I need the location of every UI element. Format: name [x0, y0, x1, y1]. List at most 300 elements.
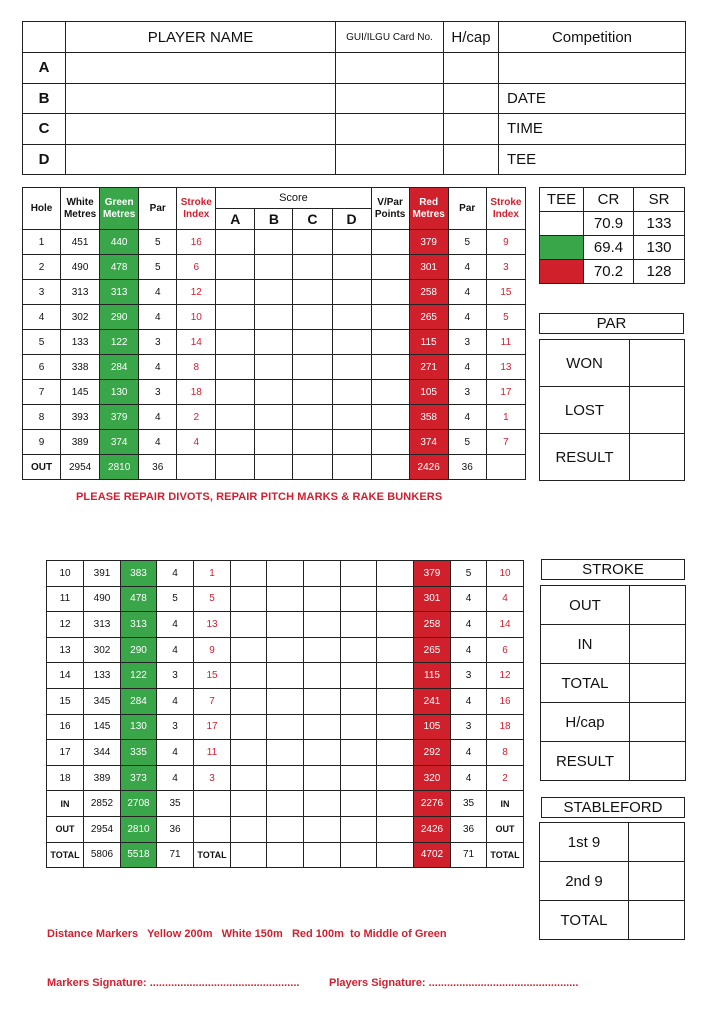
par-value: 3 [139, 330, 177, 355]
score-total-cell[interactable] [377, 816, 414, 842]
score-cell[interactable] [332, 305, 371, 330]
score-cell[interactable] [377, 688, 414, 714]
score-cell[interactable] [255, 355, 293, 380]
score-cell[interactable] [371, 355, 409, 380]
score-cell[interactable] [216, 330, 255, 355]
summary-label: 1st 9 [540, 823, 629, 862]
white-metres: 313 [84, 612, 121, 638]
red-stroke-index: 5 [486, 305, 525, 330]
score-cell[interactable] [371, 230, 409, 255]
player-table [22, 21, 686, 175]
score-cell[interactable] [341, 714, 377, 740]
course-rating: 70.9 [584, 212, 634, 236]
card-field[interactable] [336, 114, 444, 145]
summary-label: LOST [540, 387, 630, 434]
player-row-label: A [23, 53, 66, 84]
score-cell[interactable] [216, 305, 255, 330]
players-signature[interactable]: Players Signature: ................................................. [329, 977, 579, 989]
sr-header: SR [634, 188, 685, 212]
hole-number: 17 [47, 740, 84, 766]
red-stroke-index: 8 [487, 740, 524, 766]
hole-row [47, 740, 524, 766]
summary-value-field[interactable] [629, 862, 685, 901]
score-cell[interactable] [216, 280, 255, 305]
summary-row [541, 586, 686, 625]
score-cell[interactable] [377, 765, 414, 791]
score-cell[interactable] [341, 561, 377, 587]
score-cell[interactable] [216, 380, 255, 405]
green-metres: 284 [121, 688, 157, 714]
hcap-field[interactable] [444, 83, 499, 114]
score-cell[interactable] [293, 430, 332, 455]
score-cell[interactable] [267, 663, 304, 689]
stroke-index-header: Stroke Index [177, 188, 216, 230]
score-cell[interactable] [332, 280, 371, 305]
card-field[interactable] [336, 83, 444, 114]
total-label-2 [194, 816, 231, 842]
white-total: 2954 [84, 816, 121, 842]
score-cell[interactable] [255, 430, 293, 455]
score-cell[interactable] [231, 740, 267, 766]
time-field[interactable]: TIME [499, 114, 686, 145]
hole-row [47, 637, 524, 663]
score-cell[interactable] [255, 380, 293, 405]
score-cell[interactable] [341, 612, 377, 638]
tee-color-swatch [540, 236, 584, 260]
stroke-index: 10 [177, 305, 216, 330]
red-par-total: 35 [451, 791, 487, 817]
score-cell[interactable] [255, 405, 293, 430]
green-metres: 313 [121, 612, 157, 638]
red-par-total: 71 [451, 842, 487, 868]
score-cell[interactable] [255, 280, 293, 305]
score-cell[interactable] [267, 688, 304, 714]
hole-row [23, 330, 526, 355]
summary-label: WON [540, 340, 630, 387]
hcap-field[interactable] [444, 53, 499, 84]
total-label-3: OUT [487, 816, 524, 842]
score-cell[interactable] [231, 714, 267, 740]
hole-row [23, 280, 526, 305]
player-name-field[interactable] [66, 53, 336, 84]
red-par-value: 4 [451, 637, 487, 663]
summary-row [540, 387, 685, 434]
par-value: 4 [157, 561, 194, 587]
hole-row [47, 688, 524, 714]
score-total-cell[interactable] [304, 842, 341, 868]
player-name-field[interactable] [66, 114, 336, 145]
score-cell[interactable] [304, 586, 341, 612]
score-header: Score [216, 188, 371, 209]
green-metres: 290 [100, 305, 139, 330]
card-field[interactable] [336, 53, 444, 84]
hole-row [47, 765, 524, 791]
summary-label: H/cap [541, 703, 630, 742]
summary-value-field[interactable] [630, 387, 685, 434]
par-total: 36 [157, 816, 194, 842]
score-cell[interactable] [293, 255, 332, 280]
par-value: 4 [157, 612, 194, 638]
hole-row [23, 405, 526, 430]
total-label-2: TOTAL [194, 842, 231, 868]
white-metres: 344 [84, 740, 121, 766]
score-cell[interactable] [216, 405, 255, 430]
total-label-2 [194, 791, 231, 817]
score-total-cell[interactable] [267, 816, 304, 842]
white-metres: 338 [61, 355, 100, 380]
par-total: 71 [157, 842, 194, 868]
par-value: 5 [139, 230, 177, 255]
score-cell[interactable] [255, 230, 293, 255]
score-cell[interactable] [371, 405, 409, 430]
back-nine-table [46, 560, 524, 868]
hole-number: 13 [47, 637, 84, 663]
score-cell[interactable] [341, 586, 377, 612]
tee-color-swatch [540, 260, 584, 284]
score-total-cell[interactable] [341, 842, 377, 868]
white-metres: 145 [61, 380, 100, 405]
score-cell[interactable] [332, 380, 371, 405]
score-total-cell[interactable] [377, 842, 414, 868]
score-cell[interactable] [371, 280, 409, 305]
summary-label: IN [541, 625, 630, 664]
score-cell[interactable] [231, 612, 267, 638]
score-cell[interactable] [341, 740, 377, 766]
red-metres: 301 [414, 586, 451, 612]
par-value: 5 [139, 255, 177, 280]
red-stroke-index: 15 [486, 280, 525, 305]
hole-number: 5 [23, 330, 61, 355]
score-cell[interactable] [267, 765, 304, 791]
score-cell[interactable] [216, 255, 255, 280]
green-metres: 313 [100, 280, 139, 305]
hole-row [23, 230, 526, 255]
score-cell[interactable] [216, 430, 255, 455]
score-cell[interactable] [231, 637, 267, 663]
score-col-d: D [332, 209, 371, 230]
score-total-cell[interactable] [293, 455, 332, 480]
score-total-cell[interactable] [267, 791, 304, 817]
red-total: 2426 [409, 455, 448, 480]
hole-number: 15 [47, 688, 84, 714]
red-par-value: 4 [448, 405, 486, 430]
score-cell[interactable] [371, 330, 409, 355]
score-total-cell[interactable] [332, 455, 371, 480]
score-cell[interactable] [293, 330, 332, 355]
total-label-3: IN [487, 791, 524, 817]
score-cell[interactable] [267, 612, 304, 638]
score-cell[interactable] [293, 405, 332, 430]
green-total: 2810 [100, 455, 139, 480]
summary-value-field[interactable] [630, 586, 686, 625]
red-par-value: 4 [448, 355, 486, 380]
hole-number: 18 [47, 765, 84, 791]
summary-row [540, 340, 685, 387]
score-total-cell[interactable] [304, 816, 341, 842]
card-field[interactable] [336, 144, 444, 175]
score-cell[interactable] [304, 637, 341, 663]
red-metres: 115 [409, 330, 448, 355]
stroke-index: 8 [177, 355, 216, 380]
score-cell[interactable] [216, 230, 255, 255]
score-cell[interactable] [332, 255, 371, 280]
red-metres: 105 [409, 380, 448, 405]
hole-row [47, 663, 524, 689]
player-row-label: D [23, 144, 66, 175]
red-metres: 292 [414, 740, 451, 766]
score-cell[interactable] [304, 740, 341, 766]
par-total: 35 [157, 791, 194, 817]
score-col-a: A [216, 209, 255, 230]
score-cell[interactable] [371, 255, 409, 280]
player-row-label: C [23, 114, 66, 145]
score-cell[interactable] [341, 688, 377, 714]
score-cell[interactable] [377, 612, 414, 638]
score-cell[interactable] [255, 255, 293, 280]
tee-row [540, 212, 685, 236]
white-total: 2852 [84, 791, 121, 817]
hole-header: Hole [23, 188, 61, 230]
summary-row [540, 823, 685, 862]
score-cell[interactable] [377, 714, 414, 740]
score-cell[interactable] [293, 305, 332, 330]
player-name-header: PLAYER NAME [66, 22, 336, 53]
red-par-value: 3 [448, 330, 486, 355]
summary-value-field[interactable] [630, 703, 686, 742]
white-metres: 490 [61, 255, 100, 280]
score-cell[interactable] [332, 405, 371, 430]
slope-rating: 128 [634, 260, 685, 284]
red-stroke-index: 14 [487, 612, 524, 638]
score-cell[interactable] [293, 230, 332, 255]
white-metres: 133 [61, 330, 100, 355]
red-stroke-index: 13 [486, 355, 525, 380]
red-metres: 265 [414, 637, 451, 663]
score-cell[interactable] [332, 355, 371, 380]
score-cell[interactable] [332, 430, 371, 455]
green-metres: 130 [121, 714, 157, 740]
date-field[interactable]: DATE [499, 83, 686, 114]
red-stroke-index: 12 [487, 663, 524, 689]
score-cell[interactable] [377, 663, 414, 689]
red-metres: 258 [414, 612, 451, 638]
hole-number: 14 [47, 663, 84, 689]
white-metres: 389 [61, 430, 100, 455]
course-rating: 69.4 [584, 236, 634, 260]
score-cell[interactable] [255, 305, 293, 330]
score-total-cell[interactable] [177, 455, 216, 480]
out-total-row [23, 455, 526, 480]
par-value: 4 [139, 305, 177, 330]
score-cell[interactable] [377, 740, 414, 766]
green-metres-header: Green Metres [100, 188, 139, 230]
score-total-cell[interactable] [371, 455, 409, 480]
summary-value-field[interactable] [630, 664, 686, 703]
score-cell[interactable] [304, 663, 341, 689]
par-value: 4 [139, 280, 177, 305]
score-cell[interactable] [216, 355, 255, 380]
score-col-c: C [293, 209, 332, 230]
red-metres-header: Red Metres [409, 188, 448, 230]
stroke-index: 7 [194, 688, 231, 714]
red-par-value: 4 [448, 255, 486, 280]
score-cell[interactable] [341, 637, 377, 663]
red-par-value: 3 [448, 380, 486, 405]
red-par-value: 4 [448, 280, 486, 305]
player-name-field[interactable] [66, 144, 336, 175]
red-par-total: 36 [451, 816, 487, 842]
red-metres: 320 [414, 765, 451, 791]
score-cell[interactable] [231, 765, 267, 791]
score-cell[interactable] [371, 430, 409, 455]
score-total-cell[interactable] [216, 455, 255, 480]
stroke-table [540, 585, 686, 781]
stroke-index: 2 [177, 405, 216, 430]
stroke-index: 14 [177, 330, 216, 355]
red-par-value: 3 [451, 663, 487, 689]
score-cell[interactable] [267, 561, 304, 587]
tee-header: TEE [540, 188, 584, 212]
summary-value-field[interactable] [629, 823, 685, 862]
stroke-index: 4 [177, 430, 216, 455]
hole-row [23, 305, 526, 330]
score-total-cell[interactable] [231, 816, 267, 842]
score-cell[interactable] [304, 714, 341, 740]
stroke-index: 9 [194, 637, 231, 663]
green-metres: 478 [121, 586, 157, 612]
score-cell[interactable] [341, 765, 377, 791]
summary-value-field[interactable] [629, 901, 685, 940]
score-cell[interactable] [267, 586, 304, 612]
summary-label: TOTAL [541, 664, 630, 703]
score-cell[interactable] [332, 230, 371, 255]
repair-notice: PLEASE REPAIR DIVOTS, REPAIR PITCH MARKS & RAKE BUNKERS [76, 491, 443, 503]
score-total-cell[interactable] [231, 842, 267, 868]
score-cell[interactable] [371, 380, 409, 405]
summary-row [541, 664, 686, 703]
summary-value-field[interactable] [630, 434, 685, 481]
vpar-header: V/Par Points [371, 188, 409, 230]
score-total-cell[interactable] [304, 791, 341, 817]
score-cell[interactable] [341, 663, 377, 689]
score-total-cell[interactable] [267, 842, 304, 868]
hole-number: 2 [23, 255, 61, 280]
score-cell[interactable] [377, 637, 414, 663]
score-cell[interactable] [304, 561, 341, 587]
red-par-value: 5 [448, 230, 486, 255]
tee-row [540, 260, 685, 284]
white-total: 2954 [61, 455, 100, 480]
stroke-index: 16 [177, 230, 216, 255]
red-metres: 301 [409, 255, 448, 280]
white-metres: 393 [61, 405, 100, 430]
hole-row [47, 561, 524, 587]
score-cell[interactable] [267, 714, 304, 740]
summary-row [541, 625, 686, 664]
score-cell[interactable] [377, 586, 414, 612]
hole-number: 1 [23, 230, 61, 255]
back-total-row [47, 842, 524, 868]
score-cell[interactable] [293, 355, 332, 380]
tee-field[interactable]: TEE [499, 144, 686, 175]
red-metres: 374 [409, 430, 448, 455]
score-total-cell[interactable] [255, 455, 293, 480]
score-cell[interactable] [293, 380, 332, 405]
score-cell[interactable] [231, 688, 267, 714]
score-cell[interactable] [304, 765, 341, 791]
hcap-field[interactable] [444, 114, 499, 145]
score-cell[interactable] [231, 561, 267, 587]
red-stroke-index: 10 [487, 561, 524, 587]
red-par-value: 4 [451, 765, 487, 791]
white-metres: 391 [84, 561, 121, 587]
player-name-field[interactable] [66, 83, 336, 114]
par-header: Par [139, 188, 177, 230]
score-total-cell[interactable] [341, 816, 377, 842]
summary-value-field[interactable] [630, 625, 686, 664]
green-metres: 284 [100, 355, 139, 380]
score-cell[interactable] [332, 330, 371, 355]
red-stroke-index: 11 [486, 330, 525, 355]
score-cell[interactable] [304, 688, 341, 714]
score-cell[interactable] [255, 330, 293, 355]
score-total-cell[interactable] [377, 791, 414, 817]
white-metres: 302 [61, 305, 100, 330]
cr-header: CR [584, 188, 634, 212]
summary-label: TOTAL [540, 901, 629, 940]
summary-value-field[interactable] [630, 742, 686, 781]
score-cell[interactable] [267, 740, 304, 766]
par-value: 4 [157, 688, 194, 714]
hole-row [23, 355, 526, 380]
front-nine-table [22, 187, 526, 480]
score-cell[interactable] [377, 561, 414, 587]
score-total-cell[interactable] [231, 791, 267, 817]
green-metres: 130 [100, 380, 139, 405]
score-cell[interactable] [231, 663, 267, 689]
white-metres: 490 [84, 586, 121, 612]
par-value: 4 [157, 765, 194, 791]
red-par-value: 4 [448, 305, 486, 330]
score-cell[interactable] [231, 586, 267, 612]
stroke-index: 17 [194, 714, 231, 740]
green-metres: 122 [100, 330, 139, 355]
competition-field[interactable] [499, 53, 686, 84]
hcap-field[interactable] [444, 144, 499, 175]
white-metres: 145 [84, 714, 121, 740]
summary-value-field[interactable] [630, 340, 685, 387]
red-stroke-index: 18 [487, 714, 524, 740]
slope-rating: 130 [634, 236, 685, 260]
hole-number: 7 [23, 380, 61, 405]
red-metres: 271 [409, 355, 448, 380]
score-total-cell[interactable] [341, 791, 377, 817]
score-cell[interactable] [267, 637, 304, 663]
markers-signature[interactable]: Markers Signature: ................................................. [47, 977, 300, 989]
white-metres: 451 [61, 230, 100, 255]
stroke-index: 3 [194, 765, 231, 791]
score-cell[interactable] [293, 280, 332, 305]
red-stroke-index: 1 [486, 405, 525, 430]
par-value: 4 [157, 637, 194, 663]
score-cell[interactable] [304, 612, 341, 638]
stroke-index: 1 [194, 561, 231, 587]
total-label: OUT [47, 816, 84, 842]
score-cell[interactable] [371, 305, 409, 330]
red-par-value: 3 [451, 714, 487, 740]
hole-number: 9 [23, 430, 61, 455]
red-par-total: 36 [448, 455, 486, 480]
